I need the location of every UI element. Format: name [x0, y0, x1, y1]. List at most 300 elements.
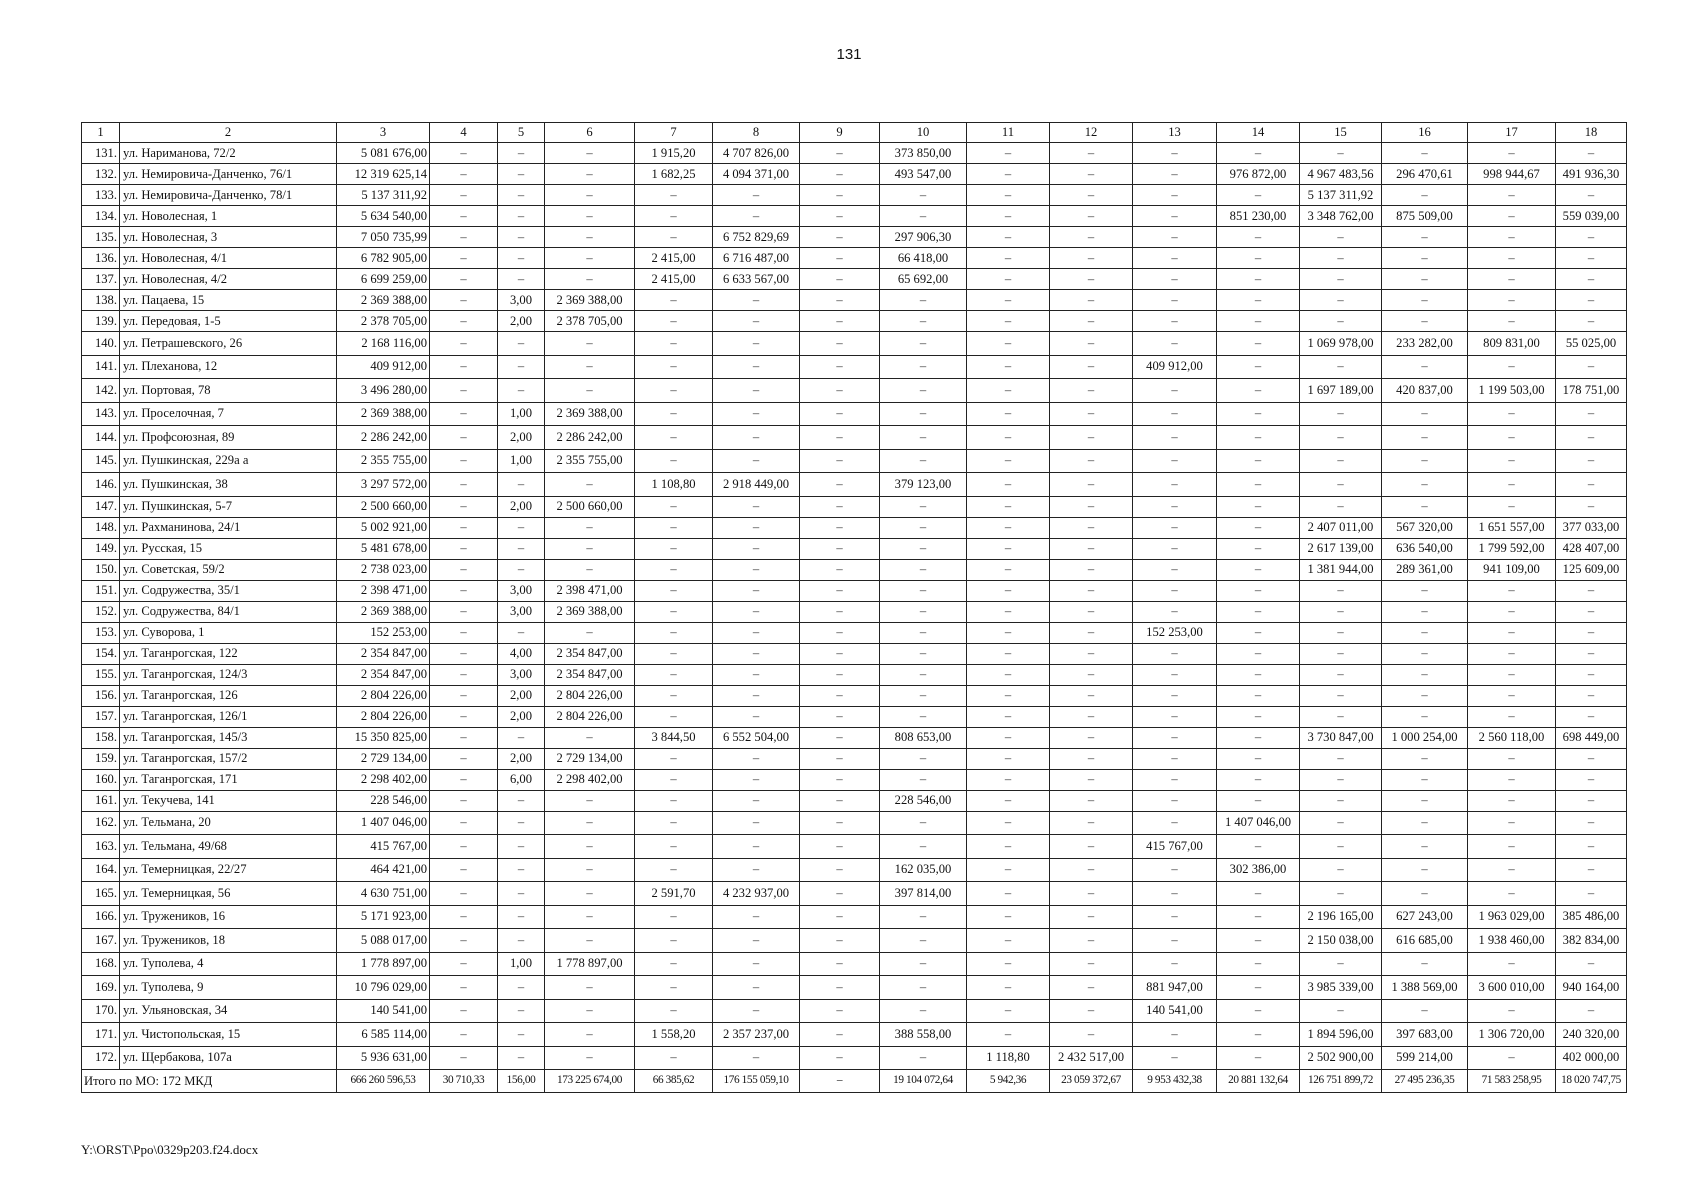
value-cell: 1 915,20	[635, 143, 713, 164]
value-cell: –	[430, 1023, 498, 1047]
address-cell: ул. Профсоюзная, 89	[120, 426, 337, 450]
value-cell: 2 617 139,00	[1300, 538, 1382, 559]
value-cell: –	[635, 769, 713, 790]
table-row	[82, 976, 1627, 1000]
value-cell: 402 000,00	[1556, 1046, 1627, 1070]
value-cell: –	[430, 952, 498, 976]
address-cell: ул. Тельмана, 49/68	[120, 835, 337, 859]
value-cell: –	[1382, 227, 1468, 248]
table-row	[82, 905, 1627, 929]
value-cell: –	[800, 643, 880, 664]
table-row	[82, 227, 1627, 248]
value-cell: 2 168 116,00	[337, 332, 430, 356]
value-cell: 2 804 226,00	[545, 685, 635, 706]
total-value-cell: –	[800, 1070, 880, 1093]
row-number-cell: 170.	[82, 999, 120, 1023]
total-value-cell: 9 953 432,38	[1133, 1070, 1217, 1093]
value-cell: –	[1133, 449, 1217, 473]
value-cell: –	[1217, 976, 1300, 1000]
value-cell: –	[1217, 769, 1300, 790]
value-cell: –	[967, 379, 1050, 403]
value-cell: –	[880, 929, 967, 953]
value-cell: –	[498, 976, 545, 1000]
value-cell: –	[1556, 706, 1627, 727]
table-row	[82, 473, 1627, 497]
value-cell: –	[1382, 311, 1468, 332]
value-cell: –	[1468, 790, 1556, 811]
value-cell: –	[545, 559, 635, 580]
value-cell: 2,00	[498, 748, 545, 769]
value-cell: 4 967 483,56	[1300, 164, 1382, 185]
value-cell: –	[1300, 706, 1382, 727]
value-cell: –	[967, 580, 1050, 601]
table-row	[82, 269, 1627, 290]
row-number-cell: 156.	[82, 685, 120, 706]
value-cell: –	[880, 664, 967, 685]
value-cell: –	[967, 790, 1050, 811]
value-cell: –	[498, 538, 545, 559]
value-cell: –	[967, 332, 1050, 356]
value-cell: –	[1050, 248, 1133, 269]
value-cell: –	[1300, 496, 1382, 517]
address-cell: ул. Передовая, 1-5	[120, 311, 337, 332]
value-cell: 2 591,70	[635, 882, 713, 906]
value-cell: –	[635, 185, 713, 206]
value-cell: –	[713, 517, 800, 538]
value-cell: –	[635, 379, 713, 403]
address-cell: ул. Темерницкая, 56	[120, 882, 337, 906]
value-cell: –	[1382, 426, 1468, 450]
value-cell: –	[1382, 769, 1468, 790]
value-cell: –	[1050, 473, 1133, 497]
value-cell: –	[1468, 811, 1556, 835]
table-row	[82, 858, 1627, 882]
value-cell: –	[880, 685, 967, 706]
value-cell: –	[635, 426, 713, 450]
value-cell: –	[880, 355, 967, 379]
value-cell: –	[635, 355, 713, 379]
row-number-cell: 160.	[82, 769, 120, 790]
value-cell: –	[1556, 402, 1627, 426]
address-cell: ул. Портовая, 78	[120, 379, 337, 403]
value-cell: –	[800, 311, 880, 332]
row-number-cell: 163.	[82, 835, 120, 859]
value-cell: 6 752 829,69	[713, 227, 800, 248]
value-cell: –	[1382, 185, 1468, 206]
value-cell: –	[713, 685, 800, 706]
address-cell: ул. Советская, 59/2	[120, 559, 337, 580]
value-cell: –	[1050, 748, 1133, 769]
value-cell: –	[1050, 929, 1133, 953]
value-cell: –	[800, 379, 880, 403]
table-row	[82, 580, 1627, 601]
value-cell: 377 033,00	[1556, 517, 1627, 538]
address-cell: ул. Пацаева, 15	[120, 290, 337, 311]
value-cell: –	[1133, 580, 1217, 601]
value-cell: –	[1382, 952, 1468, 976]
table-row	[82, 769, 1627, 790]
value-cell: –	[635, 332, 713, 356]
table-row	[82, 601, 1627, 622]
value-cell: –	[1556, 426, 1627, 450]
value-cell: –	[430, 858, 498, 882]
table-row	[82, 426, 1627, 450]
table-row	[82, 643, 1627, 664]
value-cell: –	[1217, 999, 1300, 1023]
row-number-cell: 158.	[82, 727, 120, 748]
value-cell: –	[967, 601, 1050, 622]
address-cell: ул. Плеханова, 12	[120, 355, 337, 379]
value-cell: –	[1133, 379, 1217, 403]
value-cell: –	[635, 290, 713, 311]
value-cell: –	[967, 206, 1050, 227]
row-number-cell: 133.	[82, 185, 120, 206]
value-cell: 2,00	[498, 311, 545, 332]
row-number-cell: 171.	[82, 1023, 120, 1047]
value-cell: –	[967, 952, 1050, 976]
value-cell: –	[713, 769, 800, 790]
table-row	[82, 206, 1627, 227]
row-number-cell: 153.	[82, 622, 120, 643]
row-number-cell: 140.	[82, 332, 120, 356]
value-cell: –	[430, 976, 498, 1000]
value-cell: –	[1133, 929, 1217, 953]
value-cell: –	[1382, 580, 1468, 601]
table-row	[82, 706, 1627, 727]
value-cell: –	[1050, 976, 1133, 1000]
value-cell: 415 767,00	[1133, 835, 1217, 859]
value-cell: –	[498, 1046, 545, 1070]
value-cell: 6 585 114,00	[337, 1023, 430, 1047]
value-cell: –	[713, 858, 800, 882]
value-cell: –	[1556, 143, 1627, 164]
value-cell: –	[880, 580, 967, 601]
value-cell: –	[967, 402, 1050, 426]
value-cell: –	[1382, 882, 1468, 906]
value-cell: –	[1382, 601, 1468, 622]
value-cell: –	[1300, 449, 1382, 473]
value-cell: –	[713, 185, 800, 206]
page-number: 131	[836, 46, 862, 63]
value-cell: –	[1217, 601, 1300, 622]
value-cell: –	[1050, 206, 1133, 227]
row-number-cell: 150.	[82, 559, 120, 580]
value-cell: –	[800, 185, 880, 206]
value-cell: –	[635, 790, 713, 811]
row-number-cell: 162.	[82, 811, 120, 835]
value-cell: –	[800, 269, 880, 290]
value-cell: –	[1468, 769, 1556, 790]
value-cell: –	[1133, 664, 1217, 685]
value-cell: –	[498, 185, 545, 206]
value-cell: –	[800, 449, 880, 473]
value-cell: –	[713, 559, 800, 580]
value-cell: –	[1300, 227, 1382, 248]
value-cell: –	[1556, 748, 1627, 769]
value-cell: –	[1468, 685, 1556, 706]
value-cell: –	[498, 248, 545, 269]
value-cell: –	[1382, 355, 1468, 379]
value-cell: –	[545, 790, 635, 811]
value-cell: –	[430, 882, 498, 906]
value-cell: –	[967, 227, 1050, 248]
value-cell: –	[1050, 311, 1133, 332]
row-number-cell: 137.	[82, 269, 120, 290]
total-value-cell: 5 942,36	[967, 1070, 1050, 1093]
value-cell: 627 243,00	[1382, 905, 1468, 929]
value-cell: 2,00	[498, 426, 545, 450]
value-cell: –	[430, 496, 498, 517]
address-cell: ул. Пушкинская, 229а а	[120, 449, 337, 473]
value-cell: –	[1468, 706, 1556, 727]
value-cell: –	[1556, 769, 1627, 790]
value-cell: 2 354 847,00	[545, 664, 635, 685]
value-cell: –	[430, 248, 498, 269]
value-cell: –	[1468, 882, 1556, 906]
value-cell: 2 150 038,00	[1300, 929, 1382, 953]
value-cell: –	[1050, 952, 1133, 976]
value-cell: –	[800, 1046, 880, 1070]
value-cell: 2 500 660,00	[337, 496, 430, 517]
value-cell: –	[635, 311, 713, 332]
value-cell: 2 432 517,00	[1050, 1046, 1133, 1070]
value-cell: –	[1382, 811, 1468, 835]
value-cell: –	[1556, 496, 1627, 517]
value-cell: –	[880, 517, 967, 538]
value-cell: 493 547,00	[880, 164, 967, 185]
total-value-cell: 126 751 899,72	[1300, 1070, 1382, 1093]
address-cell: ул. Новолесная, 4/2	[120, 269, 337, 290]
column-header: 13	[1133, 123, 1217, 143]
table-row	[82, 882, 1627, 906]
value-cell: –	[967, 517, 1050, 538]
value-cell: –	[498, 622, 545, 643]
value-cell: –	[967, 976, 1050, 1000]
value-cell: –	[880, 706, 967, 727]
value-cell: –	[1300, 643, 1382, 664]
value-cell: 2 398 471,00	[545, 580, 635, 601]
value-cell: 1 778 897,00	[545, 952, 635, 976]
row-number-cell: 142.	[82, 379, 120, 403]
value-cell: 152 253,00	[337, 622, 430, 643]
value-cell: 2 354 847,00	[337, 643, 430, 664]
row-number-cell: 139.	[82, 311, 120, 332]
value-cell: –	[498, 379, 545, 403]
value-cell: –	[1217, 517, 1300, 538]
value-cell: –	[430, 402, 498, 426]
value-cell: –	[880, 835, 967, 859]
value-cell: –	[800, 748, 880, 769]
value-cell: –	[800, 332, 880, 356]
row-number-cell: 166.	[82, 905, 120, 929]
total-value-cell: 66 385,62	[635, 1070, 713, 1093]
value-cell: –	[1468, 269, 1556, 290]
value-cell: 1 778 897,00	[337, 952, 430, 976]
value-cell: –	[1468, 311, 1556, 332]
value-cell: –	[1133, 858, 1217, 882]
value-cell: –	[635, 402, 713, 426]
value-cell: –	[800, 952, 880, 976]
value-cell: 1 000 254,00	[1382, 727, 1468, 748]
total-value-cell: 30 710,33	[430, 1070, 498, 1093]
value-cell: –	[1217, 379, 1300, 403]
value-cell: 2 298 402,00	[337, 769, 430, 790]
value-cell: –	[498, 143, 545, 164]
value-cell: –	[880, 999, 967, 1023]
value-cell: –	[713, 601, 800, 622]
value-cell: –	[1556, 882, 1627, 906]
value-cell: –	[1133, 601, 1217, 622]
value-cell: –	[545, 143, 635, 164]
value-cell: –	[545, 622, 635, 643]
value-cell: –	[1050, 496, 1133, 517]
value-cell: –	[1217, 1023, 1300, 1047]
value-cell: –	[1217, 748, 1300, 769]
value-cell: –	[1217, 952, 1300, 976]
row-number-cell: 145.	[82, 449, 120, 473]
row-number-cell: 141.	[82, 355, 120, 379]
value-cell: –	[1133, 905, 1217, 929]
value-cell: –	[430, 835, 498, 859]
value-cell: –	[713, 1046, 800, 1070]
value-cell: –	[713, 206, 800, 227]
value-cell: –	[1556, 622, 1627, 643]
value-cell: –	[967, 473, 1050, 497]
value-cell: –	[1468, 426, 1556, 450]
value-cell: –	[1468, 143, 1556, 164]
value-cell: –	[430, 311, 498, 332]
value-cell: –	[1217, 538, 1300, 559]
value-cell: –	[545, 379, 635, 403]
value-cell: –	[1133, 769, 1217, 790]
value-cell: 4 232 937,00	[713, 882, 800, 906]
value-cell: –	[545, 929, 635, 953]
value-cell: –	[498, 332, 545, 356]
value-cell: –	[1300, 402, 1382, 426]
value-cell: 2 369 388,00	[545, 601, 635, 622]
value-cell: –	[1300, 685, 1382, 706]
value-cell: 3,00	[498, 664, 545, 685]
value-cell: –	[880, 402, 967, 426]
address-cell: ул. Таганрогская, 126	[120, 685, 337, 706]
address-cell: ул. Туполева, 9	[120, 976, 337, 1000]
value-cell: 2 286 242,00	[545, 426, 635, 450]
value-cell: –	[1050, 164, 1133, 185]
value-cell: 2 729 134,00	[337, 748, 430, 769]
value-cell: –	[1556, 185, 1627, 206]
value-cell: 385 486,00	[1556, 905, 1627, 929]
address-cell: ул. Содружества, 84/1	[120, 601, 337, 622]
value-cell: –	[1217, 185, 1300, 206]
value-cell: –	[880, 811, 967, 835]
value-cell: –	[635, 580, 713, 601]
value-cell: –	[498, 905, 545, 929]
value-cell: –	[1050, 905, 1133, 929]
column-header: 8	[713, 123, 800, 143]
value-cell: –	[1133, 643, 1217, 664]
value-cell: –	[635, 643, 713, 664]
value-cell: 2 502 900,00	[1300, 1046, 1382, 1070]
value-cell: –	[430, 143, 498, 164]
value-cell: –	[545, 164, 635, 185]
table-row	[82, 727, 1627, 748]
value-cell: –	[430, 473, 498, 497]
row-number-cell: 152.	[82, 601, 120, 622]
value-cell: –	[635, 999, 713, 1023]
table-row	[82, 835, 1627, 859]
value-cell: 851 230,00	[1217, 206, 1300, 227]
value-cell: 3,00	[498, 601, 545, 622]
value-cell: –	[1300, 748, 1382, 769]
column-header: 4	[430, 123, 498, 143]
value-cell: –	[1300, 952, 1382, 976]
value-cell: 2 286 242,00	[337, 426, 430, 450]
table-row	[82, 355, 1627, 379]
value-cell: –	[1300, 355, 1382, 379]
value-cell: 397 814,00	[880, 882, 967, 906]
value-cell: –	[1556, 664, 1627, 685]
value-cell: –	[635, 706, 713, 727]
address-cell: ул. Проселочная, 7	[120, 402, 337, 426]
value-cell: –	[1468, 473, 1556, 497]
value-cell: –	[967, 426, 1050, 450]
total-value-cell: 18 020 747,75	[1556, 1070, 1627, 1093]
value-cell: 2 354 847,00	[545, 643, 635, 664]
value-cell: –	[430, 643, 498, 664]
value-cell: 55 025,00	[1556, 332, 1627, 356]
value-cell: 5 088 017,00	[337, 929, 430, 953]
value-cell: 1 306 720,00	[1468, 1023, 1556, 1047]
value-cell: –	[430, 538, 498, 559]
value-cell: –	[880, 426, 967, 450]
table-row	[82, 496, 1627, 517]
column-header: 17	[1468, 123, 1556, 143]
table-row	[82, 790, 1627, 811]
value-cell: –	[713, 622, 800, 643]
value-cell: –	[430, 580, 498, 601]
value-cell: –	[800, 769, 880, 790]
value-cell: –	[1556, 643, 1627, 664]
value-cell: 2 378 705,00	[545, 311, 635, 332]
value-cell: 2 355 755,00	[545, 449, 635, 473]
table-row	[82, 622, 1627, 643]
value-cell: 5 137 311,92	[337, 185, 430, 206]
value-cell: –	[498, 858, 545, 882]
row-number-cell: 148.	[82, 517, 120, 538]
value-cell: 6 699 259,00	[337, 269, 430, 290]
value-cell: –	[1382, 858, 1468, 882]
value-cell: 2,00	[498, 496, 545, 517]
total-row	[82, 1070, 1627, 1093]
value-cell: –	[880, 769, 967, 790]
value-cell: –	[430, 269, 498, 290]
value-cell: –	[430, 664, 498, 685]
value-cell: –	[1050, 379, 1133, 403]
value-cell: –	[1050, 449, 1133, 473]
value-cell: –	[1050, 664, 1133, 685]
value-cell: –	[1468, 643, 1556, 664]
address-cell: ул. Тружеников, 16	[120, 905, 337, 929]
value-cell: 382 834,00	[1556, 929, 1627, 953]
value-cell: –	[1556, 858, 1627, 882]
value-cell: –	[1300, 473, 1382, 497]
value-cell: –	[1217, 1046, 1300, 1070]
value-cell: 296 470,61	[1382, 164, 1468, 185]
address-cell: ул. Новолесная, 1	[120, 206, 337, 227]
value-cell: –	[713, 976, 800, 1000]
value-cell: –	[1556, 311, 1627, 332]
value-cell: –	[498, 727, 545, 748]
